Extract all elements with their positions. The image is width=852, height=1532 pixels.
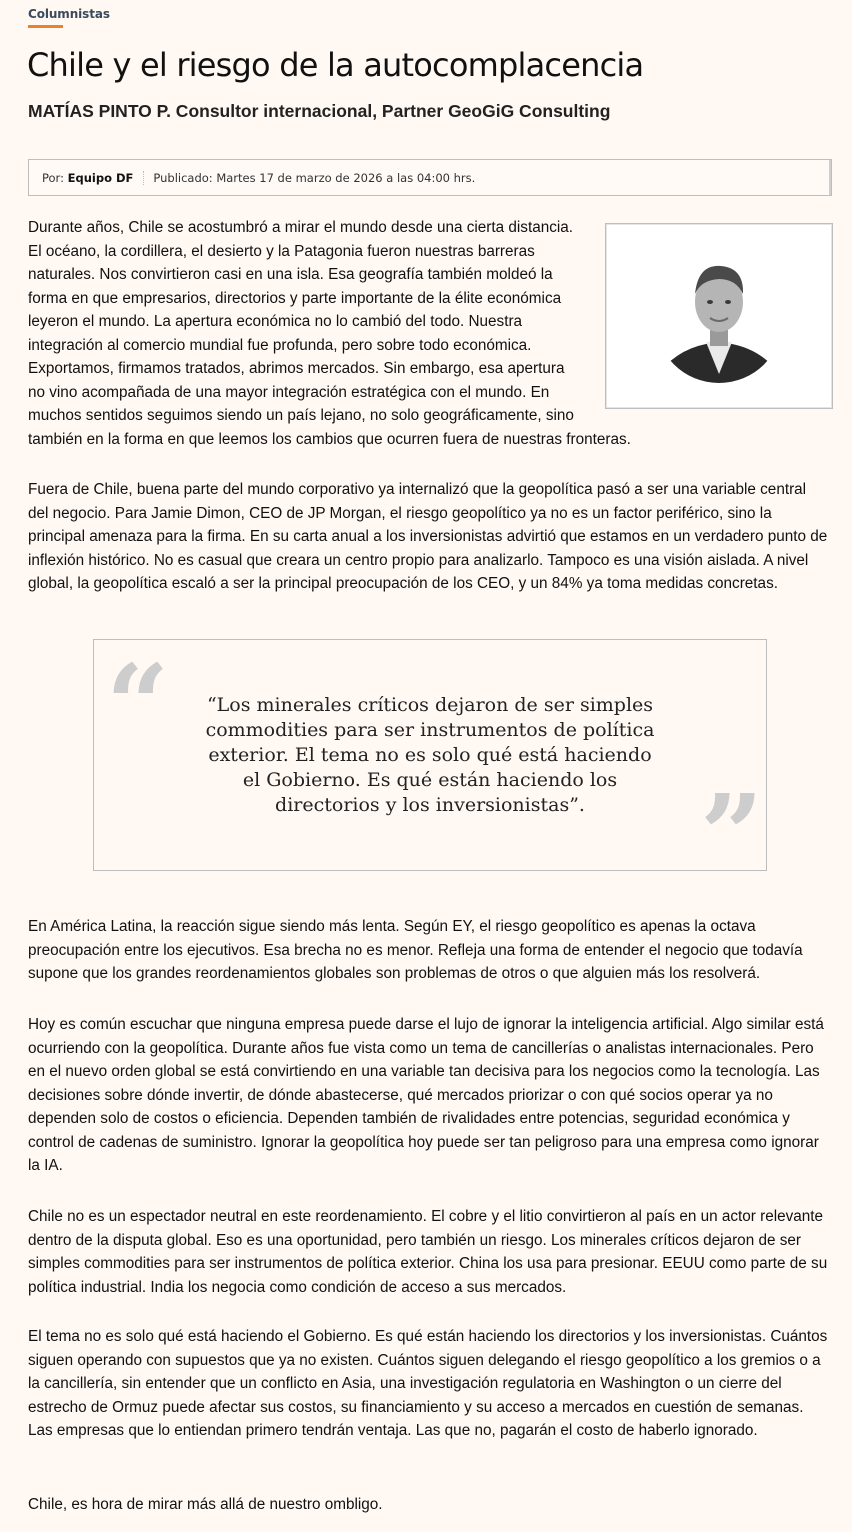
paragraph-3: En América Latina, la reacción sigue siendo más lenta. Según EY, el riesgo geopolítico es apenas la octava preocupación entre los ejecutivos. Esa brecha no es menor. Refleja una forma de entender el negocio que todavía supone que los grandes reordenamientos globales son problemas de otros o que alguien más los resolverá. [28, 918, 803, 982]
paragraph-4: Hoy es común escuchar que ninguna empresa puede darse el lujo de ignorar la inteligencia artificial. Algo similar está ocurriendo con la geopolítica. Durante años fue vista como un tema de cancillerías o analistas internacionales. Pero en el nuevo orden global se está convirtiendo en una variable tan decisiva para los negocios como la tecnología. Las decisiones sobre dónde invertir, de dónde abastecerse, qué mercados priorizar o con qué socios operar ya no dependen solo de costos o eficiencia. Dependen también de rivalidades entre potencias, seguridad económica y control de cadenas de suministro. Ignorar la geopolítica hoy puede ser tan peligroso para una empresa como ignorar la IA. [28, 1016, 824, 1174]
pull-quote-text: “Los minerales críticos dejaron de ser simples commodities para ser instrumentos de política exterior. El tema no es solo qué está haciendo el Gobierno. Es qué están haciendo los directorios y los inversionistas”. [205, 694, 655, 816]
paragraph-5: Chile no es un espectador neutral en este reordenamiento. El cobre y el litio convirtieron al país en un actor relevante dentro de la disputa global. Eso es una oportunidad, pero también un riesgo. Los minerales críticos dejaron de ser simples commodities para ser instrumentos de política exterior. China los usa para presionar. EEUU como parte de su política industrial. India los negocia como condición de acceso a sus mercados. [28, 1208, 828, 1296]
byline-label: Por: [42, 170, 68, 185]
quote-close-icon: ” [700, 770, 756, 899]
section-underline [28, 25, 63, 28]
paragraph-1-text: Durante años, Chile se acostumbró a mirar el mundo desde una cierta distancia. El océano, la cordillera, el desierto y la Patagonia fueron nuestras barreras naturales. Nos convirtieron casi en una isla. Esa geografía también moldeó la forma en que empresarios, directorios y parte importante de la élite económica leyeron el mundo. La apertura económica no lo cambió del todo. Nuestra integración al comercio mundial fue profunda, pero sobre todo económica. Exportamos, firmamos tratados, abrimos mercados. Sin embargo, esa apertura no vino acompañada de una mayor integración estratégica con el mundo. En muchos sentidos seguimos siendo un país lejano, no solo geográficamente, sino también en la forma en que leemos los cambios que ocurren fuera de nuestras fronteras. [28, 219, 631, 448]
published-date: Publicado: Martes 17 de marzo de 2026 a las 04:00 hrs. [153, 170, 476, 185]
quote-open-icon: “ [106, 640, 162, 769]
article-title: Chile y el riesgo de la autocomplacencia [27, 46, 644, 84]
author-portrait-icon [606, 224, 832, 408]
author-photo [605, 223, 833, 409]
byline [29, 171, 144, 185]
article-subtitle: MATÍAS PINTO P. Consultor internacional, Partner GeoGiG Consulting [28, 101, 611, 121]
byline-author[interactable]: Equipo DF [67, 170, 134, 185]
article-meta [28, 159, 832, 196]
paragraph-6: El tema no es solo qué está haciendo el Gobierno. Es qué están haciendo los directorios y los inversionistas. Cuántos siguen operando con supuestos que ya no existen. Cuántos siguen delegando el riesgo geopolítico a los gremios o a la cancillería, sin entender que un conflicto en Asia, una investigación regulatoria en Washington o un cierre del estrecho de Ormuz puede afectar sus costos, su financiamiento y su acceso a mercados en cuestión de semanas. Las empresas que lo entiendan primero tendrán ventaja. Las que no, pagarán el costo de haberlo ignorado. [28, 1328, 828, 1439]
paragraph-2: Fuera de Chile, buena parte del mundo corporativo ya internalizó que la geopolítica pasó a ser una variable central del negocio. Para Jamie Dimon, CEO de JP Morgan, el riesgo geopolítico ya no es un factor periférico, sino la principal amenaza para la firma. En su carta anual a los inversionistas advirtió que estamos en un verdadero punto de inflexión histórico. No es casual que creara un centro propio para analizarlo. Tampoco es una visión aislada. A nivel global, la geopolítica escaló a ser la principal preocupación de los CEO, y un 84% ya toma medidas concretas. [28, 481, 828, 592]
paragraph-7: Chile, es hora de mirar más allá de nuestro ombligo. [28, 1496, 383, 1513]
section-label[interactable]: Columnistas [28, 7, 110, 21]
